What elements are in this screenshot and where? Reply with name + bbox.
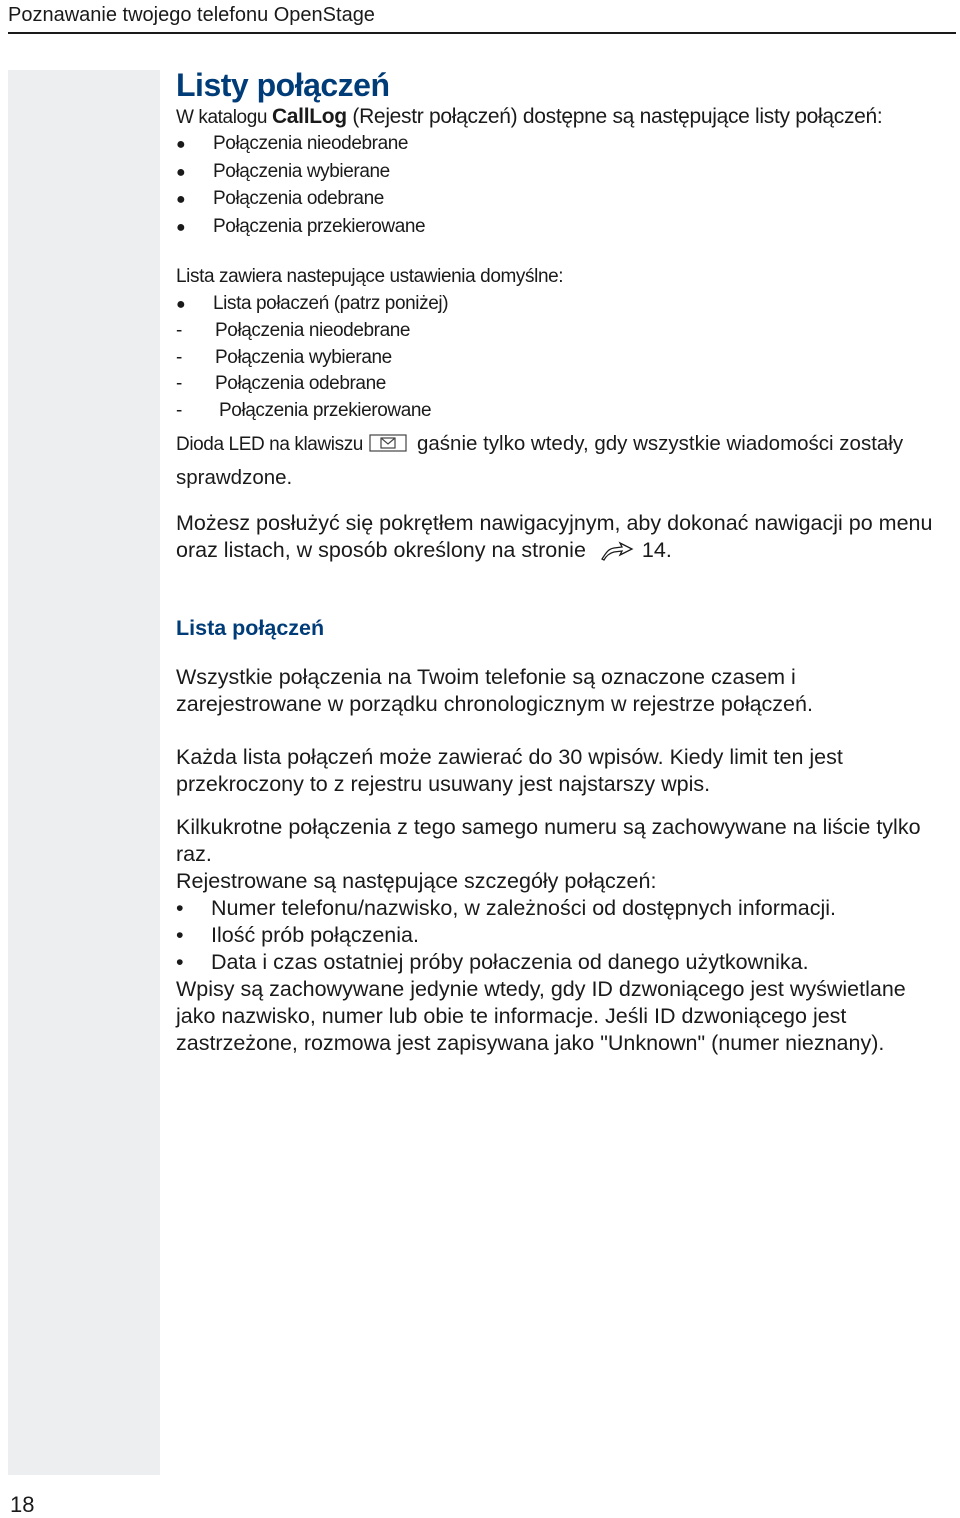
details-list <box>176 895 936 976</box>
list-item: • Data i czas ostatniej próby połaczenia od danego użytkownika. <box>176 950 809 974</box>
paragraph-unknown: Wpisy są zachowywane jedynie wtedy, gdy ID dzwoniącego jest wyświetlane jako nazwisko, numer lub obie te informacje. Jeśli ID dzwoniącego jest zastrzeżone, rozmowa jest zapisywana jako "Unknown" (numer nieznany). <box>176 977 906 1055</box>
list-item: ● Połączenia przekierowane <box>176 215 426 237</box>
list-item: - Połączenia odebrane <box>176 373 386 394</box>
list-item: - Połączenia nieodebrane <box>176 320 411 341</box>
page-header: Poznawanie twojego telefonu OpenStage <box>8 4 375 26</box>
list-item: - Połączenia wybierane <box>176 346 392 368</box>
led-paragraph: Dioda LED na klawiszu gaśnie tylko wtedy, gdy wszystkie wiadomości zostały sprawdzone. <box>176 432 904 489</box>
list-item: - Połączenia przekierowane <box>176 399 432 421</box>
paragraph-limit: Każda lista połączeń może zawierać do 30 wpisów. Kiedy limit ten jest przekroczony to z rejestru usuwany jest najstarszy wpis. <box>176 745 843 796</box>
intro-post: (Rejestr połączeń) dostępne są następujące listy połączeń: <box>346 105 883 128</box>
paragraph-details: Rejestrowane są następujące szczegóły połączeń: <box>176 869 657 893</box>
call-lists <box>176 131 936 241</box>
main-content <box>176 66 936 1057</box>
pointing-hand-icon <box>600 541 634 568</box>
intro-pre: W katalogu <box>176 107 272 128</box>
page-number: 18 <box>10 1492 35 1517</box>
nav-paragraph: Możesz posłużyć się pokrętłem nawigacyjnym, aby dokonać nawigacji po menu oraz listach, w sposób określony na stronie 14. <box>176 510 936 568</box>
envelope-icon <box>369 434 407 464</box>
default-settings <box>176 291 936 425</box>
list-item: ● Połączenia odebrane <box>176 188 384 209</box>
list-item: ● Połączenia nieodebrane <box>176 133 409 154</box>
list-item: • Ilość prób połączenia. <box>176 923 419 947</box>
header-rule <box>8 32 956 34</box>
paragraph-timestamps: Wszystkie połączenia na Twoim telefonie są oznaczone czasem i zarejestrowane w porządku chronologicznym w rejestrze połączeń. <box>176 665 813 716</box>
intro-calllog: CallLog <box>271 105 347 128</box>
list-item: ● Lista połaczeń (patrz poniżej) <box>176 292 449 314</box>
subsection-title: Lista połączeń <box>176 616 325 640</box>
intro-paragraph <box>176 104 936 131</box>
list-item: ● Połączenia wybierane <box>176 160 390 182</box>
margin-sidebar <box>8 70 160 1475</box>
paragraph-duplicates: Kilkukrotne połączenia z tego samego numeru są zachowywane na liście tylko raz. <box>176 815 921 866</box>
section-title: Listy połączeń <box>176 67 390 103</box>
list-item: • Numer telefonu/nazwisko, w zależności od dostępnych informacji. <box>176 896 836 920</box>
defaults-intro: Lista zawiera nastepujące ustawienia domyślne: <box>176 266 564 287</box>
